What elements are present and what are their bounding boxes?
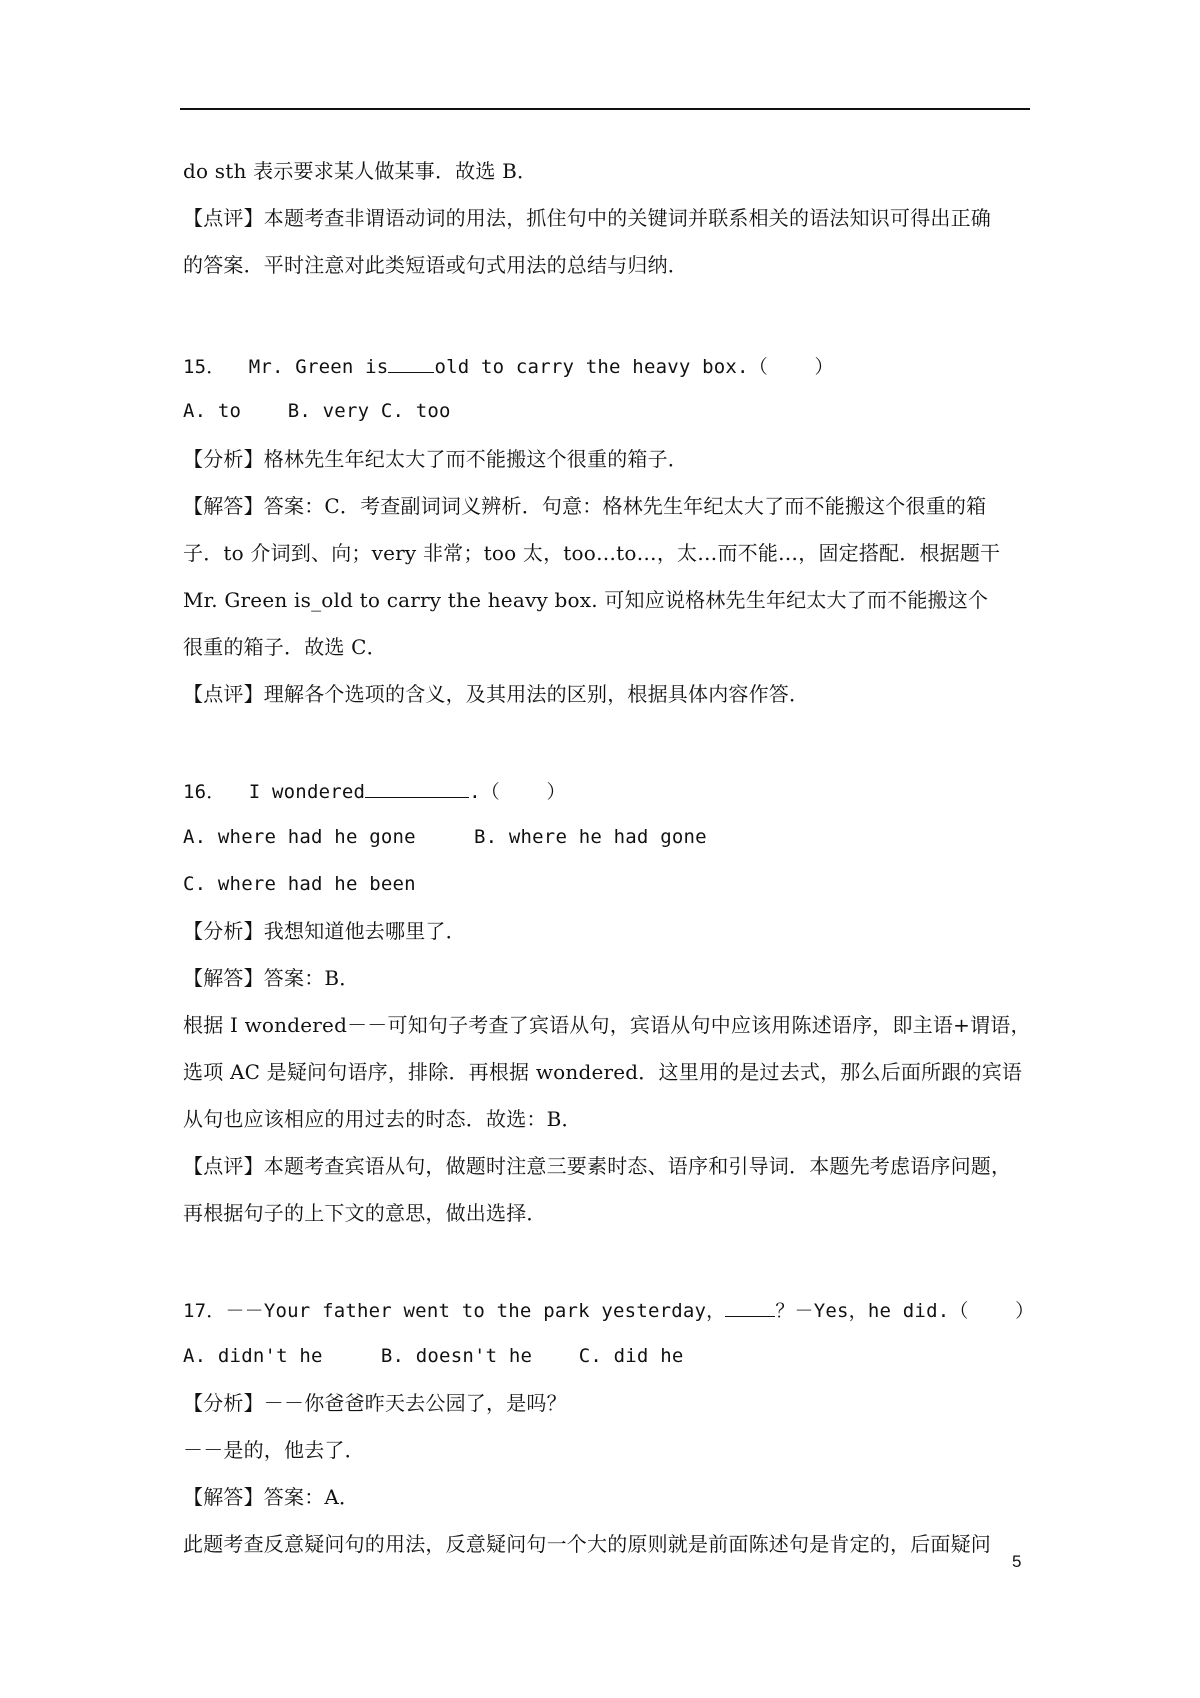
q16-stem-after: .（ ） xyxy=(469,781,566,803)
q16-explain-line-2: 选项 AC 是疑问句语序，排除．再根据 wondered．这里用的是过去式，那么后面所跟的宾语 xyxy=(183,1060,1023,1084)
page-number: 5 xyxy=(1012,1552,1022,1571)
q17-stem-before: 17．－－Your father went to the park yesterday， xyxy=(183,1300,726,1322)
q17-analysis-line-2: －－是的，他去了． xyxy=(183,1438,365,1462)
q17-stem xyxy=(183,1296,1034,1324)
q15-stem-after: old to carry the heavy box.（ ） xyxy=(434,356,834,378)
q15-stem xyxy=(183,352,834,380)
q16-blank xyxy=(365,777,469,798)
q16-answer: 【解答】答案：B． xyxy=(183,966,360,990)
q16-comment-line-1: 【点评】本题考查宾语从句，做题时注意三要素时态、语序和引导词．本题先考虑语序问题， xyxy=(183,1154,1012,1178)
q15-answer-line-3: Mr. Green is_old to carry the heavy box. 可知应说格林先生年纪太大了而不能搬这个 xyxy=(183,588,989,612)
q15-answer-line-1: 【解答】答案：C．考查副词词义辨析．句意：格林先生年纪太大了而不能搬这个很重的箱 xyxy=(183,494,987,518)
q15-comment: 【点评】理解各个选项的含义，及其用法的区别，根据具体内容作答． xyxy=(183,682,810,706)
q16-explain-line-1: 根据 I wondered－－可知句子考查了宾语从句，宾语从句中应该用陈述语序，即主语+谓语， xyxy=(183,1013,1031,1037)
q16-stem xyxy=(183,777,566,805)
q16-comment-line-2: 再根据句子的上下文的意思，做出选择． xyxy=(183,1201,547,1225)
prev-comment-line-1: 【点评】本题考查非谓语动词的用法，抓住句中的关键词并联系相关的语法知识可得出正确 xyxy=(183,206,991,230)
q16-options-line-2: C. where had he been xyxy=(183,873,416,895)
q15-answer-line-4: 很重的箱子．故选 C． xyxy=(183,635,387,659)
q15-analysis: 【分析】格林先生年纪太大了而不能搬这个很重的箱子． xyxy=(183,447,688,471)
q17-options: A. didn't he B. doesn't he C. did he xyxy=(183,1345,684,1367)
q16-analysis: 【分析】我想知道他去哪里了． xyxy=(183,919,466,943)
q15-stem-before: 15． Mr. Green is xyxy=(183,356,389,378)
q17-explain-line-1: 此题考查反意疑问句的用法，反意疑问句一个大的原则就是前面陈述句是肯定的，后面疑问 xyxy=(183,1532,991,1556)
q17-stem-after: ？－Yes，he did.（ ） xyxy=(775,1300,1035,1322)
prev-answer-tail: do sth 表示要求某人做某事．故选 B． xyxy=(183,159,538,183)
header-rule xyxy=(180,108,1030,110)
q17-answer: 【解答】答案：A． xyxy=(183,1485,360,1509)
q15-blank xyxy=(388,352,434,373)
q16-options-line-1: A. where had he gone B. where he had gone xyxy=(183,826,707,848)
q16-explain-line-3: 从句也应该相应的用过去的时态．故选：B． xyxy=(183,1107,582,1131)
q15-answer-line-2: 子．to 介词到、向；very 非常；too 太，too…to…，太…而不能…，固定搭配．根据题干 xyxy=(183,541,1001,565)
q17-blank xyxy=(725,1296,775,1317)
q17-analysis-line-1: 【分析】－－你爸爸昨天去公园了，是吗？ xyxy=(183,1391,567,1415)
prev-comment-line-2: 的答案．平时注意对此类短语或句式用法的总结与归纳． xyxy=(183,253,688,277)
q15-options: A. to B. very C. too xyxy=(183,400,451,422)
q16-stem-before: 16． I wondered xyxy=(183,781,366,803)
